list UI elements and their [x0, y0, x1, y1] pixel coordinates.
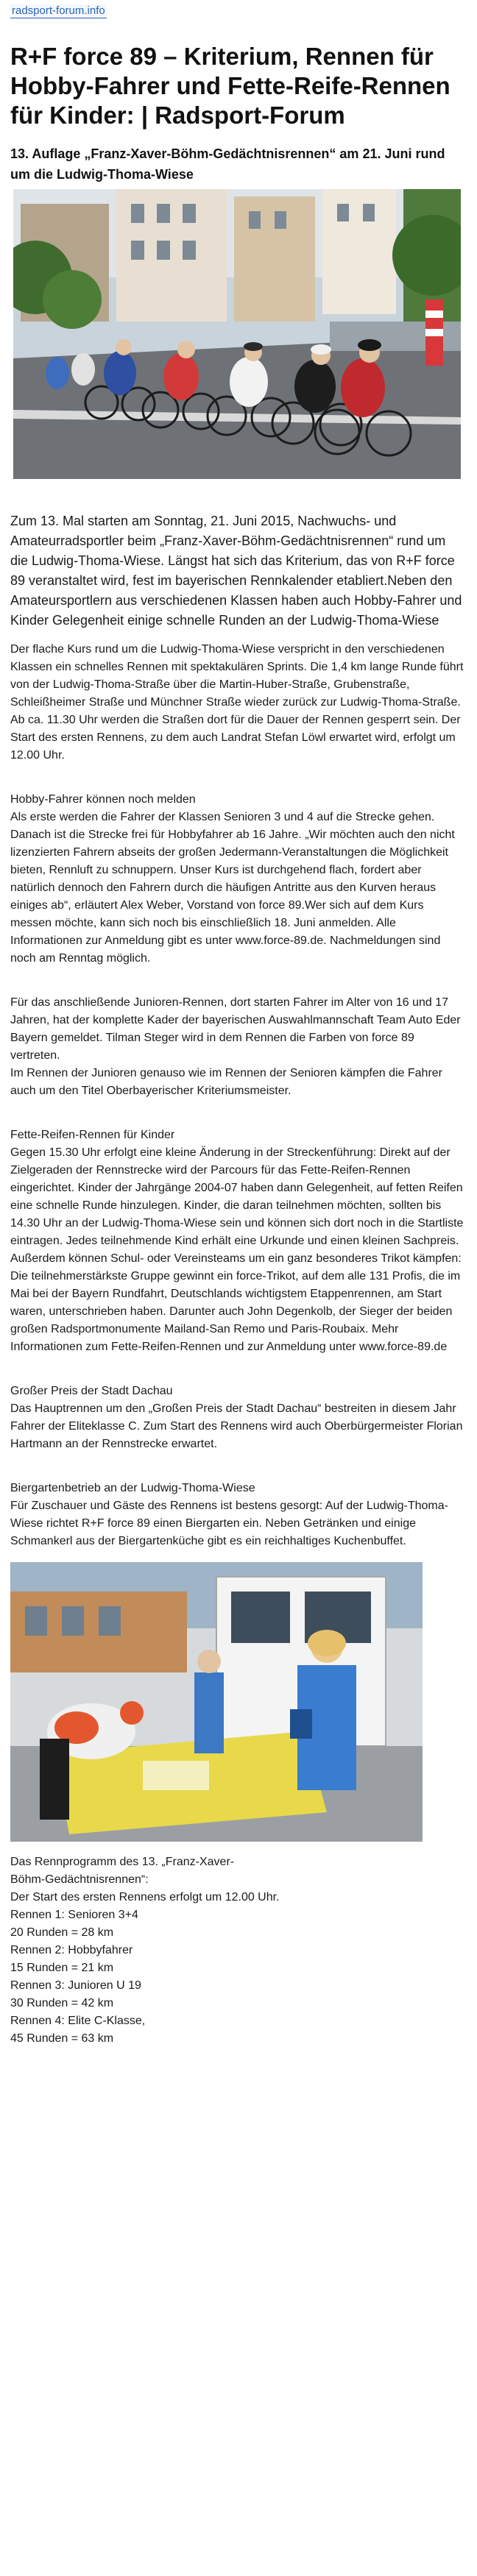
registration-image: [10, 1562, 423, 1842]
program-line: Der Start des ersten Rennens erfolgt um 12.00 Uhr.: [10, 1891, 280, 1903]
section-kids: [10, 1126, 467, 1356]
section-juniors: [10, 994, 467, 1100]
section-heading: Fette-Reifen-Rennen für Kinder: [10, 1129, 175, 1141]
program-line: Rennen 4: Elite C-Klasse,: [10, 2015, 146, 2027]
program-line: Böhm-Gedächtnisrennen“:: [10, 1873, 149, 1886]
spacer: [10, 968, 467, 984]
spacer: [10, 1100, 467, 1116]
article-subtitle: 13. Auflage „Franz-Xaver-Böhm-Gedächtnisrennen“ am 21. Juni rund um die Ludwig-Thoma-Wiese: [10, 146, 445, 182]
section-body: Das Hauptrennen um den „Großen Preis der Stadt Dachau“ bestreiten in diesem Jahr Fahrer der Eliteklasse C. Zum Start des Rennens wird auch Oberbürgermeister Florian Hartmann an der Rennstrecke erwartet.: [10, 1402, 463, 1450]
section-body: Als erste werden die Fahrer der Klassen Senioren 3 und 4 auf die Strecke gehen. Danach ist die Strecke frei für Hobbyfahrer ab 16 Jahre. „Wir möchten auch den nicht lizenzierten Fahrern abseits der großen Jedermann-Veranstaltungen die Möglichkeit bieten, Rennluft zu schnuppern. Unser Kurs ist durchgehend flach, fordert aber natürlich dennoch den Fahrern durch die häufigen Antritte aus den Kurven heraus einiges ab“, erläutert Alex Weber, Vorstand von force 89.Wer sich auf dem Kurs messen möchte, kann sich noch bis einschließlich 18. Juni anmelden. Alle Informationen zur Anmeldung gibt es unter www.force-89.de. Nachmeldungen sind noch am Renntag möglich.: [10, 811, 455, 965]
peloton-image: [13, 189, 461, 479]
site-link[interactable]: radsport-forum.info: [12, 4, 105, 17]
program-line: Rennen 1: Senioren 3+4: [10, 1909, 138, 1921]
program-line: Rennen 2: Hobbyfahrer: [10, 1944, 133, 1956]
section-heading: Großer Preis der Stadt Dachau: [10, 1385, 173, 1397]
article-lead: Zum 13. Mal starten am Sonntag, 21. Juni 2015, Nachwuchs- und Amateurradsportler beim „Franz-Xaver-Böhm-Gedächtnisrennen“ rund um die Ludwig-Thoma-Wiese. Längst hat sich das Kriterium, das von R+F force 89 veranstaltet wird, fest im bayerischen Rennkalender etabliert.Neben den Amateursportlern aus verschiedenen Klassen haben auch Hobby-Fahrer und Kinder Gelegenheit einige schnelle Runden an der Ludwig-Thoma-Wiese: [10, 514, 462, 628]
program-line: 15 Runden = 21 km: [10, 1962, 114, 1974]
paragraph-course: Der flache Kurs rund um die Ludwig-Thoma-Wiese verspricht in den verschiedenen Klassen ein schnelles Rennen mit spektakulären Sprints. Die 1,4 km lange Runde führt von der Ludwig-Thoma-Straße über die Martin-Huber-Straße, Grubenstraße, Schleißheimer Straße und Münchner Straße wieder zurück zur Ludwig-Thoma-Straße. Ab ca. 11.30 Uhr werden die Straßen dort für die Dauer der Rennen gesperrt sein. Der Start des ersten Rennens, zu dem auch Landrat Stefan Löwl erwartet wird, erfolgt um 12.00 Uhr.: [10, 643, 464, 762]
section-heading: Hobby-Fahrer können noch melden: [10, 793, 196, 806]
article-title: R+F force 89 – Kriterium, Rennen für Hobby-Fahrer und Fette-Reife-Rennen für Kinder: | Radsport-Forum: [10, 43, 451, 129]
hero-cycling-photo: [13, 189, 461, 479]
section-body: Für Zuschauer und Gäste des Rennens ist bestens gesorgt: Auf der Ludwig-Thoma-Wiese richtet R+F force 89 einen Biergarten ein. Neben Getränken und einige Schmankerl aus der Biergartenküche gibt es ein reichhaltiges Kuchenbuffet.: [10, 1500, 448, 1547]
section-body: Für das anschließende Junioren-Rennen, dort starten Fahrer im Alter von 16 und 17 Jahren, hat der komplette Kader der bayerischen Auswahlmannschaft Team Auto Eder Bayern gemeldet. Tilman Steger wird in dem Rennen die Farben von force 89 vertreten.: [10, 996, 461, 1062]
section-heading: Biergartenbetrieb an der Ludwig-Thoma-Wiese: [10, 1482, 255, 1494]
race-program: [10, 1853, 467, 2048]
program-line: 20 Runden = 28 km: [10, 1926, 114, 1939]
program-line: Das Rennprogramm des 13. „Franz-Xaver-: [10, 1856, 235, 1868]
program-line: Rennen 3: Junioren U 19: [10, 1979, 141, 1992]
section-beergarden: [10, 1480, 467, 1550]
spacer: [10, 1356, 467, 1372]
section-hobby: [10, 791, 467, 968]
article-page: [10, 0, 467, 2048]
spacer: [10, 764, 467, 781]
program-line: 45 Runden = 63 km: [10, 2032, 114, 2045]
program-line: 30 Runden = 42 km: [10, 1997, 114, 2009]
registration-photo: [10, 1562, 423, 1842]
section-grand-prix: [10, 1383, 467, 1453]
spacer: [10, 1453, 467, 1469]
spacer: [10, 479, 467, 511]
section-body: Im Rennen der Junioren genauso wie im Rennen der Senioren kämpfen die Fahrer auch um den Titel Oberbayerischer Kriteriumsmeister.: [10, 1067, 443, 1097]
section-body: Gegen 15.30 Uhr erfolgt eine kleine Änderung in der Streckenführung: Direkt auf der Zielgeraden der Rennstrecke wird der Parcours für das Fette-Reifen-Rennen eingerichtet. Kinder der Jahrgänge 2004-07 haben dann Gelegenheit, auf fetten Reifen eine schnelle Runde hinzulegen. Kinder, die daran teilnehmen möchten, sollten bis 14.30 Uhr an der Ludwig-Thoma-Wiese sein und können sich dort noch in die Startliste eintragen. Jedes teilnehmende Kind erhält eine Urkunde und einen kleinen Sachpreis. Außerdem können Schul- oder Vereinsteams um ein ganz besonderes Trikot kämpfen: Die teilnehmerstärkste Gruppe gewinnt ein force-Trikot, auf dem alle 131 Profis, die im Mai bei der Bayern Rundfahrt, Deutschlands wichtigstem Etappenrennen, am Start waren, unterschrieben haben. Darunter auch John Degenkolb, der Sieger der beiden großen Radsportmonumente Mailand-San Remo und Paris-Roubaix. Mehr Informationen zum Fette-Reifen-Rennen und zur Anmeldung unter www.force-89.de: [10, 1146, 464, 1353]
